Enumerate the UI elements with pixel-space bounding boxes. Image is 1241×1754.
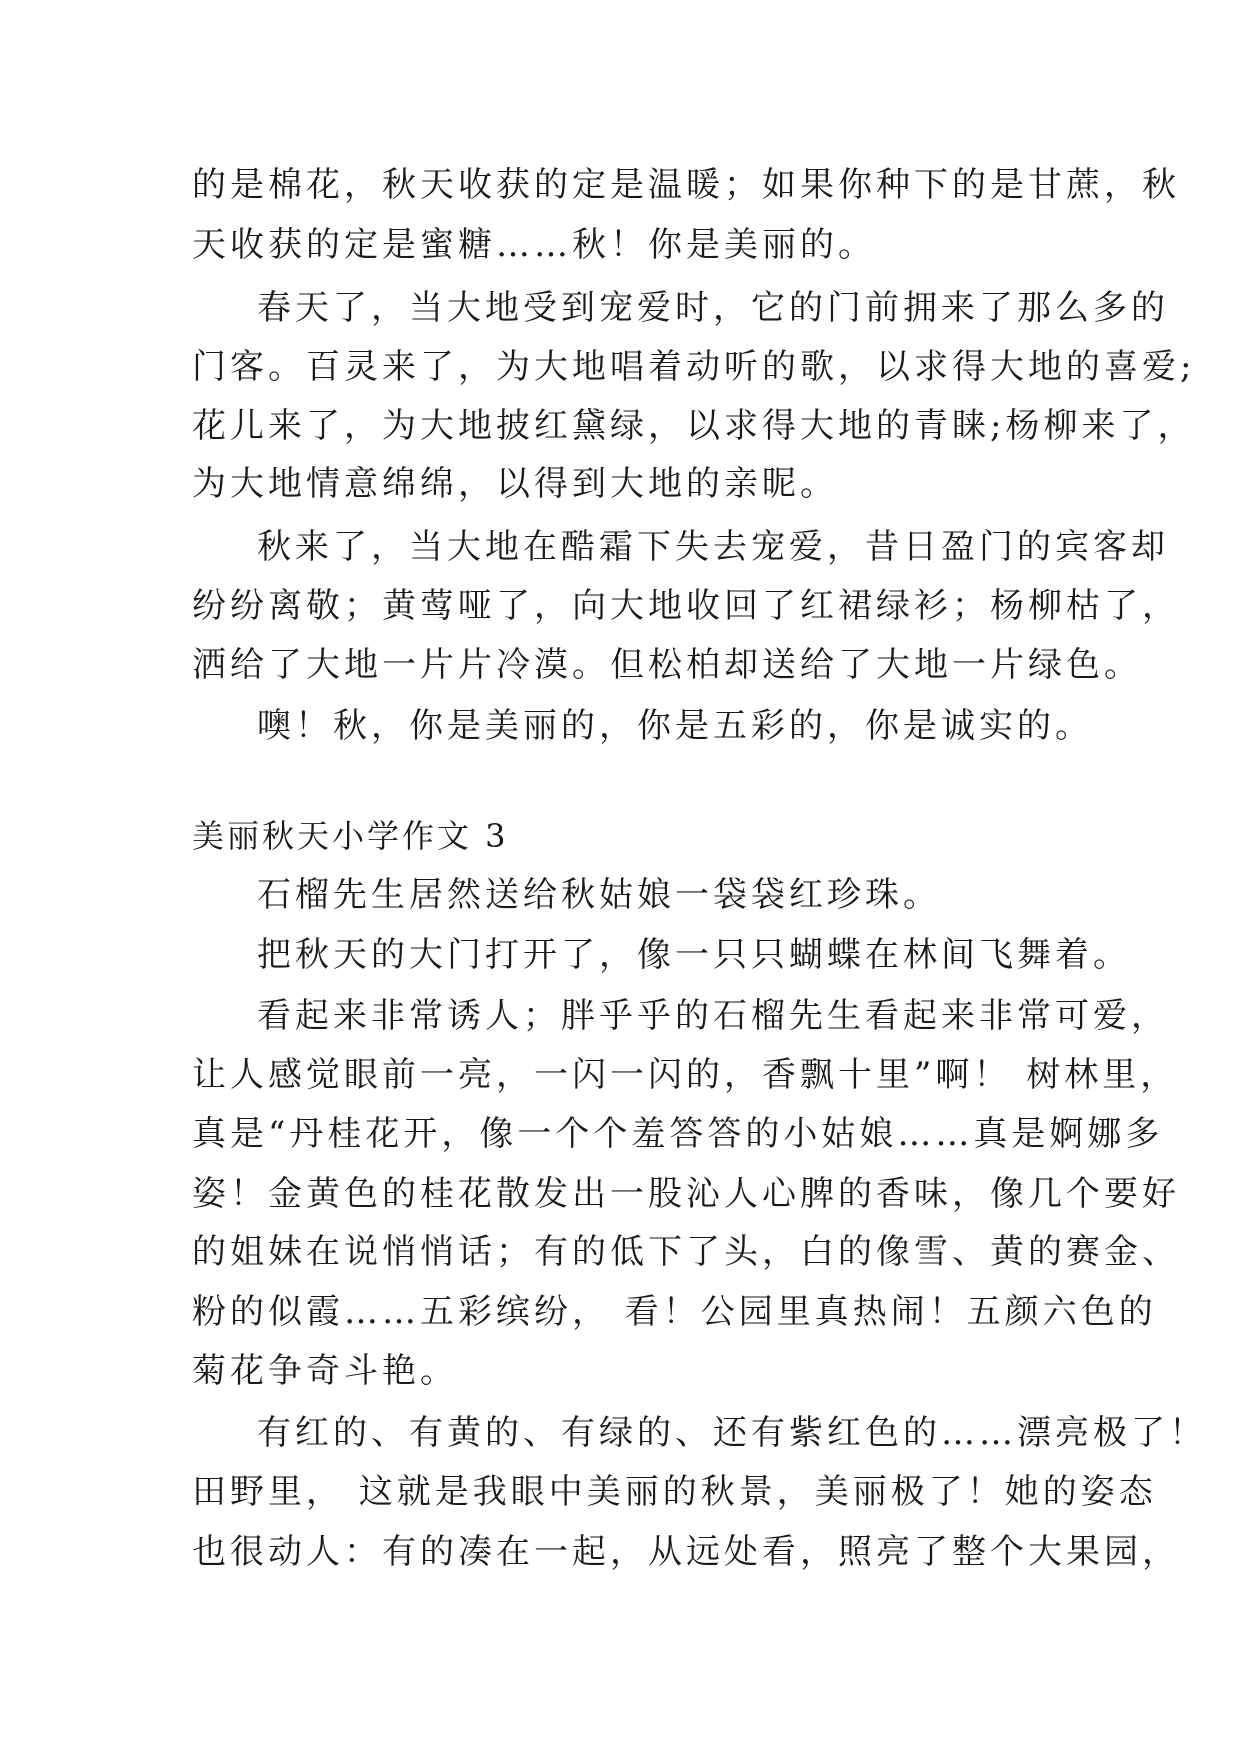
text-line: 真是“丹桂花开，像一个个羞答答的小姑娘……真是婀娜多 <box>192 1114 1164 1154</box>
text-line: 秋来了，当大地在酷霜下失去宠爱，昔日盈门的宾客却 <box>257 527 1169 567</box>
text-line: 春天了，当大地受到宠爱时，它的门前拥来了那么多的 <box>257 288 1169 328</box>
text-line: 门客。百灵来了，为大地唱着动听的歌，以求得大地的喜爱; <box>192 347 1196 387</box>
text-line: 花儿来了，为大地披红黛绿，以求得大地的青睐;杨柳来了， <box>192 406 1196 446</box>
text-line: 纷纷离敬；黄莺哑了，向大地收回了红裙绿衫；杨柳枯了， <box>192 586 1180 626</box>
text-line: 菊花争奇斗艳。 <box>192 1351 458 1391</box>
text-line: 把秋天的大门打开了，像一只只蝴蝶在林间飞舞着。 <box>257 935 1131 975</box>
text-line: 噢！秋，你是美丽的，你是五彩的，你是诚实的。 <box>257 706 1093 746</box>
text-line: 让人感觉眼前一亮，一闪一闪的，香飘十里”啊！ 树林里， <box>192 1055 1179 1095</box>
text-line: 也很动人：有的凑在一起，从远处看，照亮了整个大果园， <box>192 1532 1180 1572</box>
text-line: 天收获的定是蜜糖……秋！你是美丽的。 <box>192 225 876 265</box>
essay-title: 美丽秋天小学作文 3 <box>192 817 509 855</box>
text-line: 的姐妹在说悄悄话；有的低下了头，白的像雪、黄的赛金、 <box>192 1232 1180 1272</box>
text-line: 的是棉花，秋天收获的定是温暖；如果你种下的是甘蔗，秋 <box>192 165 1180 205</box>
text-line: 洒给了大地一片片冷漠。但松柏却送给了大地一片绿色。 <box>192 645 1142 685</box>
text-line: 有红的、有黄的、有绿的、还有紫红色的……漂亮极了！ <box>257 1413 1207 1453</box>
text-line: 看起来非常诱人；胖乎乎的石榴先生看起来非常可爱， <box>257 996 1169 1036</box>
text-line: 为大地情意绵绵，以得到大地的亲昵。 <box>192 464 838 504</box>
text-line: 粉的似霞……五彩缤纷， 看！公园里真热闹！五颜六色的 <box>192 1292 1157 1332</box>
text-line: 石榴先生居然送给秋姑娘一袋袋红珍珠。 <box>257 875 941 915</box>
text-line: 姿！金黄色的桂花散发出一股沁人心脾的香味，像几个要好 <box>192 1174 1180 1214</box>
text-line: 田野里， 这就是我眼中美丽的秋景，美丽极了！她的姿态 <box>192 1472 1157 1512</box>
